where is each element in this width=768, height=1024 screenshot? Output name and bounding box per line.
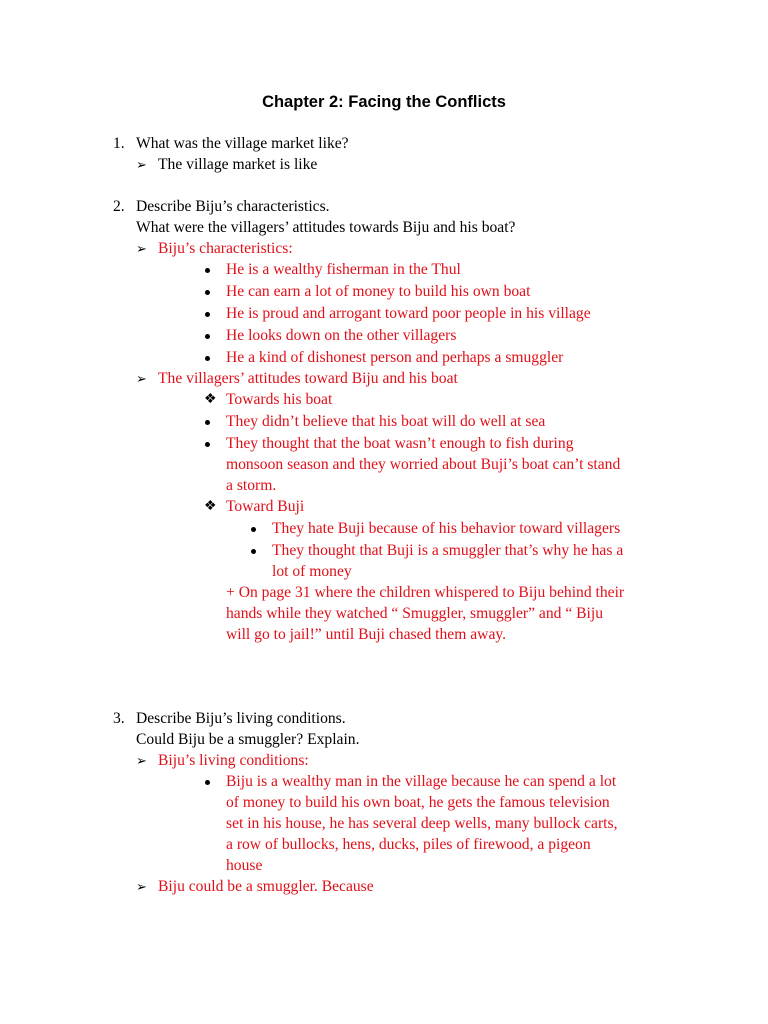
buji-point-line2: lot of money bbox=[272, 563, 352, 580]
q2-question-line2: What were the villagers’ attitudes towards Biju and his boat? bbox=[136, 219, 516, 236]
living-line4: a row of bullocks, hens, ducks, piles of firewood, a pigeon bbox=[226, 836, 591, 853]
bullet-dot-icon bbox=[205, 312, 210, 317]
q2-number: 2. bbox=[113, 198, 125, 215]
bullet-dot-icon bbox=[205, 290, 210, 295]
characteristic-item: He can earn a lot of money to build his own boat bbox=[226, 283, 531, 300]
boat-point-line2: monsoon season and they worried about Buji’s boat can’t stand bbox=[226, 456, 621, 473]
note-line1: + On page 31 where the children whispered to Biju behind their bbox=[226, 584, 625, 601]
characteristic-item: He is a wealthy fisherman in the Thul bbox=[226, 261, 461, 278]
bullet-dot-icon bbox=[205, 356, 210, 361]
living-line1: Biju is a wealthy man in the village because he can spend a lot bbox=[226, 773, 617, 790]
q3-number: 3. bbox=[113, 710, 125, 727]
toward-buji-heading: Toward Buji bbox=[226, 498, 305, 515]
bullet-dot-icon bbox=[205, 420, 210, 425]
q2-attitudes-heading: The villagers’ attitudes toward Biju and his boat bbox=[158, 370, 458, 387]
arrow-bullet-icon: ➢ bbox=[136, 371, 147, 386]
boat-point-line3: a storm. bbox=[226, 477, 277, 494]
bullet-dot-icon bbox=[205, 442, 210, 447]
q2-characteristics-heading: Biju’s characteristics: bbox=[158, 240, 293, 257]
living-line2: of money to build his own boat, he gets the famous television bbox=[226, 794, 610, 811]
diamond-bullet-icon: ❖ bbox=[204, 392, 217, 407]
bullet-dot-icon bbox=[205, 780, 210, 785]
boat-point: They didn’t believe that his boat will do well at sea bbox=[226, 413, 546, 430]
towards-boat-heading: Towards his boat bbox=[226, 391, 333, 408]
buji-point: They hate Buji because of his behavior toward villagers bbox=[272, 520, 621, 537]
q3-question-line1: Describe Biju’s living conditions. bbox=[136, 710, 346, 727]
smuggler-heading: Biju could be a smuggler. Because bbox=[158, 878, 374, 895]
buji-point-line1: They thought that Buji is a smuggler that’s why he has a bbox=[272, 542, 624, 559]
characteristic-item: He is proud and arrogant toward poor people in his village bbox=[226, 305, 591, 322]
bullet-dot-icon bbox=[251, 549, 256, 554]
q2-question-line1: Describe Biju’s characteristics. bbox=[136, 198, 330, 215]
characteristic-item: He looks down on the other villagers bbox=[226, 327, 457, 344]
bullet-dot-icon bbox=[205, 334, 210, 339]
diamond-bullet-icon: ❖ bbox=[204, 499, 217, 514]
arrow-bullet-icon: ➢ bbox=[136, 157, 147, 172]
page-title: Chapter 2: Facing the Conflicts bbox=[262, 93, 506, 111]
bullet-dot-icon bbox=[205, 268, 210, 273]
characteristic-item: He a kind of dishonest person and perhaps a smuggler bbox=[226, 349, 564, 366]
boat-point-line1: They thought that the boat wasn’t enough to fish during bbox=[226, 435, 574, 452]
q1-question: What was the village market like? bbox=[136, 135, 349, 152]
living-line5: house bbox=[226, 857, 263, 874]
q1-number: 1. bbox=[113, 135, 125, 152]
living-line3: set in his house, he has several deep wells, many bullock carts, bbox=[226, 815, 618, 832]
bullet-dot-icon bbox=[251, 527, 256, 532]
q1-answer: The village market is like bbox=[158, 156, 318, 173]
arrow-bullet-icon: ➢ bbox=[136, 753, 147, 768]
q3-question-line2: Could Biju be a smuggler? Explain. bbox=[136, 731, 360, 748]
note-line2: hands while they watched “ Smuggler, smuggler” and “ Biju bbox=[226, 605, 603, 622]
note-line3: will go to jail!” until Buji chased them away. bbox=[226, 626, 507, 643]
living-heading: Biju’s living conditions: bbox=[158, 752, 309, 769]
arrow-bullet-icon: ➢ bbox=[136, 879, 147, 894]
arrow-bullet-icon: ➢ bbox=[136, 241, 147, 256]
